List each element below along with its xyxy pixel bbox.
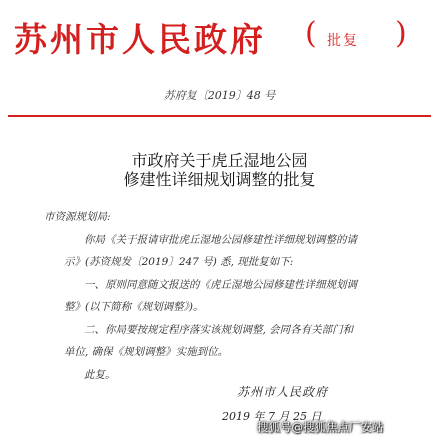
red-divider-line [8, 115, 431, 117]
document-body [44, 206, 414, 386]
document-title-line-2: 修建性详细规划调整的批复 [123, 170, 316, 189]
document-type-tag: 批复 [327, 33, 359, 49]
body-line: 整》(以下简称《规划调整》)。 [64, 301, 204, 313]
document-title-line-1: 市政府关于虎丘湿地公园 [131, 151, 308, 170]
header-paren-open: ( [305, 16, 317, 51]
header-paren-close: ) [395, 16, 407, 51]
body-line: 单位, 确保《规划调整》实施到位。 [64, 346, 229, 358]
document-number: 苏府复〔2019〕48 号 [163, 89, 276, 102]
body-line: 一、原则同意随文报送的《虎丘湿地公园修建性详细规划调 [84, 278, 357, 291]
document-title [0, 151, 439, 189]
watermark-text: 搜狐号@搜狐焦点厂安站 [257, 420, 384, 434]
body-line: 示》(苏资规发〔2019〕247 号) 悉, 现批复如下: [64, 256, 294, 268]
addressee: 市资源规划局: [44, 211, 111, 223]
body-line: 此复。 [84, 368, 116, 381]
signature-organization: 苏州市人民政府 [237, 385, 329, 399]
body-line: 二、你局要按规定程序落实该规划调整, 会同各有关部门和 [84, 323, 354, 336]
issuer-header-title: 苏州市人民政府 [14, 23, 266, 59]
body-line: 你局《关于报请审批虎丘湿地公园修建性详细规划调整的请 [84, 233, 357, 246]
signature-date: 2019 年 7 月 25 日 [222, 410, 322, 423]
